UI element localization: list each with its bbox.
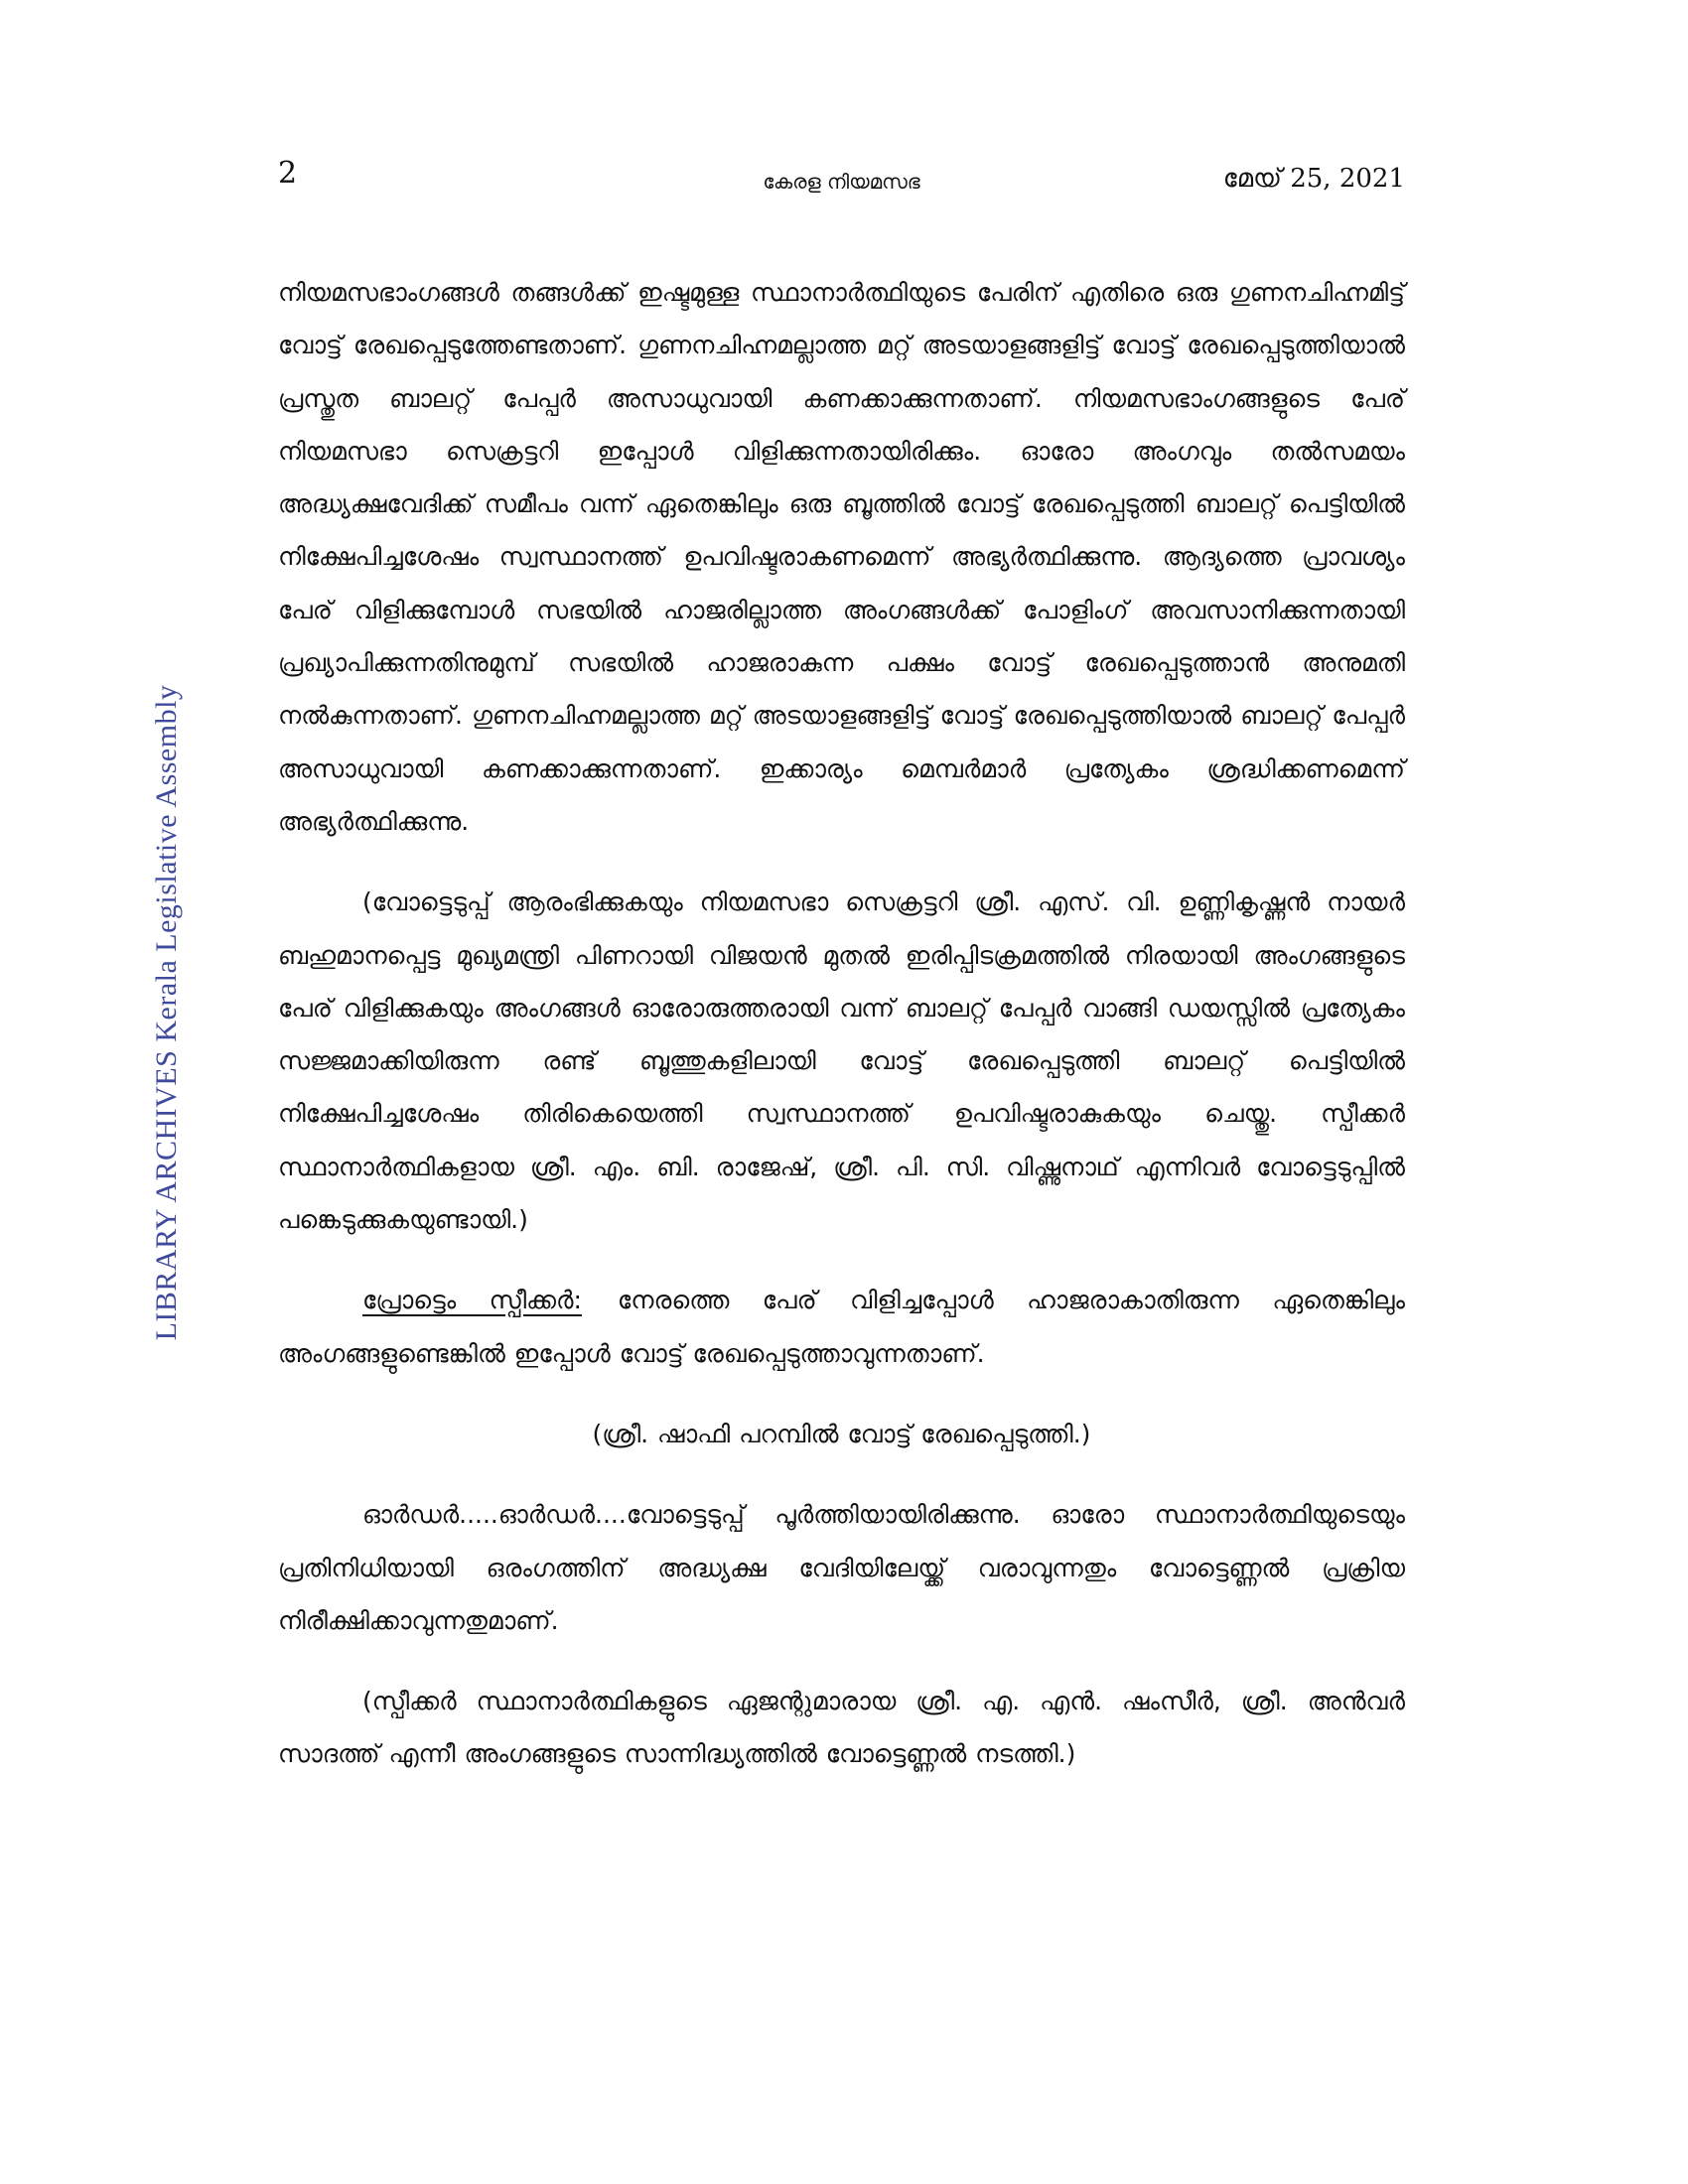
speaker-statement: നേരത്തെ പേര് വിളിച്ചപ്പോൾ ഹാജരാകാതിരുന്ന ഏതെങ്കിലും അംഗങ്ങളുണ്ടെങ്കിൽ ഇപ്പോൾ വോട്ട് രേഖപ്പെടുത്താവുന്നതാണ്. [278,1286,1405,1368]
paragraph-late-vote: (ശ്രീ. ഷാഫി പറമ്പിൽ വോട്ട് രേഖപ്പെടുത്തി.) [592,1419,1091,1448]
header-date: മേയ് 25, 2021 [1222,164,1405,194]
paragraph-vote-counting: (സ്പീക്കർ സ്ഥാനാർത്ഥികളുടെ ഏജന്റുമാരായ ശ്രീ. എ. എൻ. ഷംസീർ, ശ്രീ. അൻവർ സാദത്ത് എന്നീ അംഗങ്ങളുടെ സാന്നിദ്ധ്യത്തിൽ വോട്ടെണ്ണൽ നടത്തി.) [278,1687,1405,1769]
page-number: 2 [278,156,298,191]
paragraph-voting-proceedings: (വോട്ടെടുപ്പ് ആരംഭിക്കുകയും നിയമസഭാ സെക്രട്ടറി ശ്രീ. എസ്. വി. ഉണ്ണികൃഷ്ണൻ നായർ ബഹുമാനപ്പെട്ട മുഖ്യമന്ത്രി പിണറായി വിജയൻ മുതൽ ഇരിപ്പിടക്രമത്തിൽ നിരയായി അംഗങ്ങളുടെ പേര് വിളിക്കുകയും അംഗങ്ങൾ ഓരോരുത്തരായി വന്ന് ബാലറ്റ് പേപ്പർ വാങ്ങി ഡയസ്സിൽ പ്രത്യേകം സജ്ജമാക്കിയിരുന്ന രണ്ട് ബൂത്തുകളിലായി വോട്ട് രേഖപ്പെടുത്തി ബാലറ്റ് പെട്ടിയിൽ നിക്ഷേപിച്ചശേഷം തിരികെയെത്തി സ്വസ്ഥാനത്ത് ഉപവിഷ്ടരാകുകയും ചെയ്തു. സ്പീക്കർ സ്ഥാനാർത്ഥികളായ ശ്രീ. എം. ബി. രാജേഷ്, ശ്രീ. പി. സി. വിഷ്ണുനാഥ് എന്നിവർ വോട്ടെടുപ്പിൽ പങ്കെടുക്കുകയുണ്ടായി.) [278,887,1405,1235]
paragraph-protem-speaker [278,1274,1405,1380]
document-body [278,266,1405,1781]
paragraph-voting-complete: ഓർഡർ.....ഓർഡർ....വോട്ടെടുപ്പ് പൂർത്തിയായിരിക്കുന്നു. ഓരോ സ്ഥാനാർത്ഥിയുടെയും പ്രതിനിധിയായി ഒരംഗത്തിന് അദ്ധ്യക്ഷ വേദിയിലേയ്ക്ക് വരാവുന്നതും വോട്ടെണ്ണൽ പ്രക്രിയ നിരീക്ഷിക്കാവുന്നതുമാണ്. [278,1500,1405,1635]
speaker-label: പ്രോട്ടെം സ്പീക്കർ: [362,1286,582,1315]
running-title: കേരള നിയമസഭ [763,170,920,194]
paragraph-speaker-instructions: നിയമസഭാംഗങ്ങൾ തങ്ങൾക്ക് ഇഷ്ടമുള്ള സ്ഥാനാർത്ഥിയുടെ പേരിന് എതിരെ ഒരു ഗുണനചിഹ്നമിട്ട് വോട്ട് രേഖപ്പെടുത്തേണ്ടതാണ്. ഗുണനചിഹ്നമല്ലാത്ത മറ്റ് അടയാളങ്ങളിട്ട് വോട്ട് രേഖപ്പെടുത്തിയാൽ പ്രസ്തുത ബാലറ്റ് പേപ്പർ അസാധുവായി കണക്കാക്കുന്നതാണ്. നിയമസഭാംഗങ്ങളുടെ പേര് നിയമസഭാ സെക്രട്ടറി ഇപ്പോൾ വിളിക്കുന്നതായിരിക്കും. ഓരോ അംഗവും തൽസമയം അദ്ധ്യക്ഷവേദിക്ക് സമീപം വന്ന് ഏതെങ്കിലും ഒരു ബൂത്തിൽ വോട്ട് രേഖപ്പെടുത്തി ബാലറ്റ് പെട്ടിയിൽ നിക്ഷേപിച്ചശേഷം സ്വസ്ഥാനത്ത് ഉപവിഷ്ടരാകണമെന്ന് അഭ്യർത്ഥിക്കുന്നു. ആദ്യത്തെ പ്രാവശ്യം പേര് വിളിക്കുമ്പോൾ സഭയിൽ ഹാജരില്ലാത്ത അംഗങ്ങൾക്ക് പോളിംഗ് അവസാനിക്കുന്നതായി പ്രഖ്യാപിക്കുന്നതിനുമുമ്പ് സഭയിൽ ഹാജരാകുന്ന പക്ഷം വോട്ട് രേഖപ്പെടുത്താൻ അനുമതി നൽകുന്നതാണ്. ഗുണനചിഹ്നമല്ലാത്ത മറ്റ് അടയാളങ്ങളിട്ട് വോട്ട് രേഖപ്പെടുത്തിയാൽ ബാലറ്റ് പേപ്പർ അസാധുവായി കണക്കാക്കുന്നതാണ്. ഇക്കാര്യം മെമ്പർമാർ പ്രത്യേകം ശ്രദ്ധിക്കണമെന്ന് അഭ്യർത്ഥിക്കുന്നു. [278,278,1405,836]
page-header [278,156,1405,204]
archive-watermark: LIBRARY ARCHIVES Kerala Legislative Assembly [150,684,183,1341]
